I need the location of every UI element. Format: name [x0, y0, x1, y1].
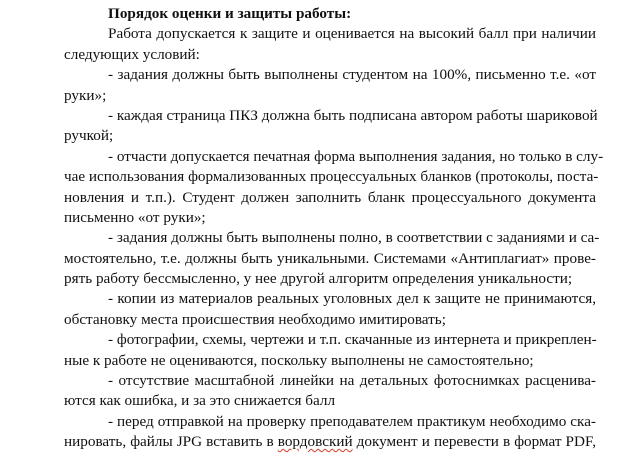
document-line-final	[64, 432, 596, 452]
document-line: новления и т.п.). Студент должен заполнить бланк процессуального документа	[64, 188, 596, 206]
document-line: следующих условий:	[64, 45, 200, 63]
document-body	[64, 24, 604, 432]
final-line-after: документ и перевести в формат PDF,	[352, 433, 596, 451]
document-line: - каждая страница ПКЗ должна быть подписана автором работы шариковой	[108, 106, 598, 124]
document-line: ные к работе не оцениваются, поскольку выполнены не самостоятельно;	[64, 351, 534, 369]
document-line: руки»;	[64, 86, 107, 104]
document-line: - задания должны быть выполнены студентом на 100%, письменно т.е. «от	[108, 66, 596, 84]
document-line: - фотографии, схемы, чертежи и т.п. скачанные из интернета и прикреплен-	[108, 331, 597, 349]
document-page	[64, 4, 604, 453]
document-line: - копии из материалов реальных уголовных дел к защите не принимаются,	[108, 290, 596, 308]
document-line: обстановку места происшествия необходимо имитировать;	[64, 310, 446, 328]
document-line: письменно «от руки»;	[64, 208, 206, 226]
document-line: ются как ошибка, и за это снижается балл	[64, 392, 336, 410]
document-line: - перед отправкой на проверку преподавателем практикум необходимо ска-	[108, 412, 596, 430]
document-line: - отчасти допускается печатная форма выполнения задания, но только в слу-	[108, 147, 604, 165]
document-line: мостоятельно, т.е. должны быть уникальными. Системами «Антиплагиат» прове-	[64, 249, 596, 267]
document-title: Порядок оценки и защиты работы:	[108, 5, 352, 22]
document-line: ручкой;	[64, 127, 114, 145]
spellcheck-flagged-word: вордовский	[277, 433, 353, 451]
document-line: - отсутствие масштабной линейки на детальных фотоснимках расценива-	[108, 372, 596, 390]
document-line: Работа допускается к защите и оценивается на высокий балл при наличии	[108, 25, 596, 43]
document-line: чае использования формализованных процессуальных бланков (протоколы, поста-	[64, 168, 599, 186]
document-line: - задания должны быть выполнены полно, в соответствии с заданиями и са-	[108, 229, 600, 247]
document-line: рять работу бессмысленно, у нее другой алгоритм определения уникальности;	[64, 270, 573, 288]
final-line-before: нировать, файлы JPG вставить в	[64, 433, 278, 451]
